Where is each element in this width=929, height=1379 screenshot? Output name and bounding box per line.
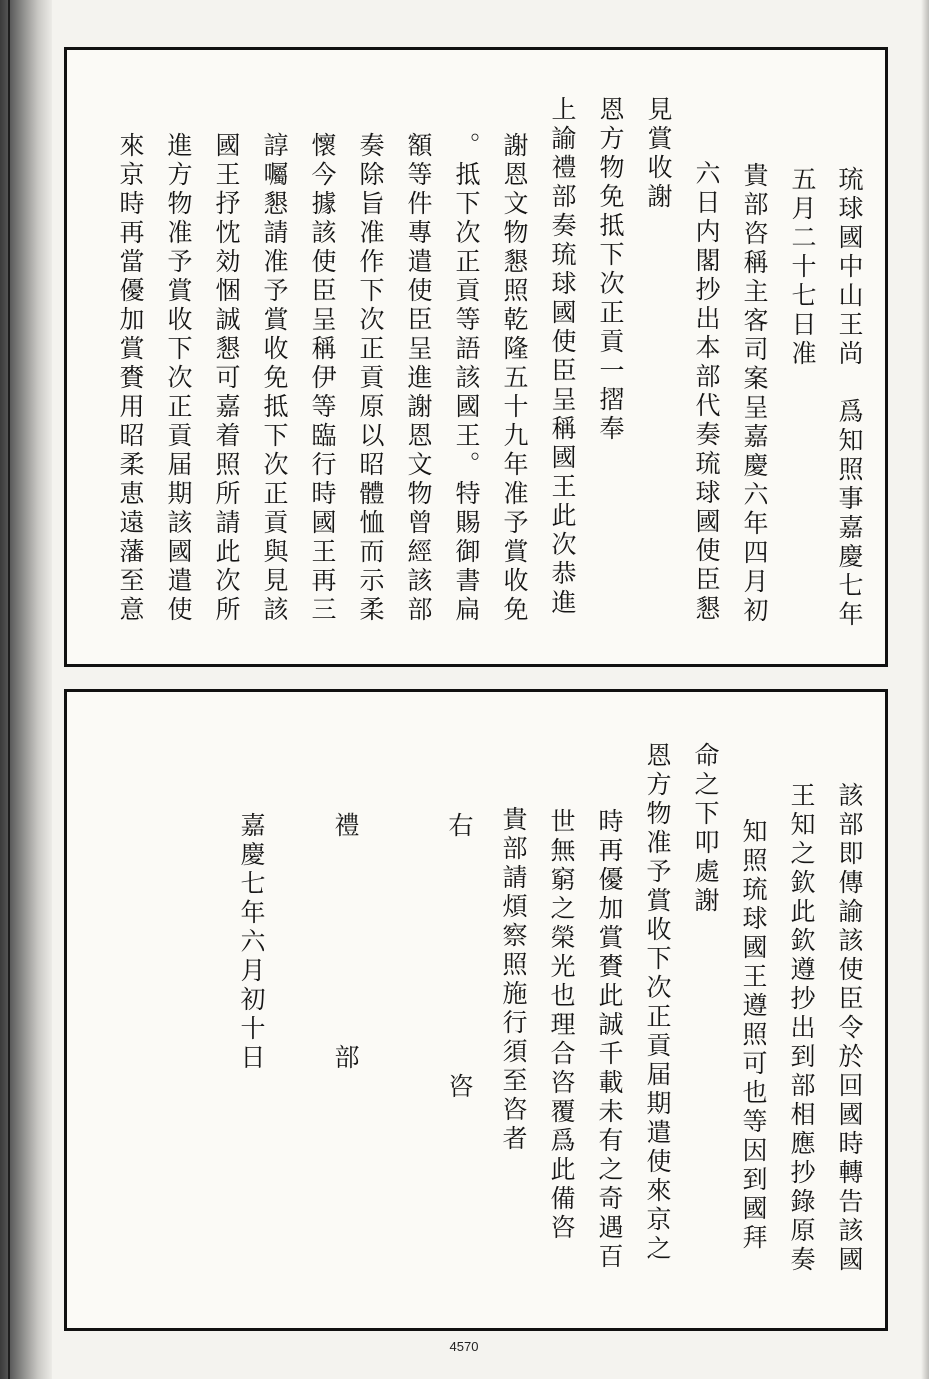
text-column: 時再優加賞賚此誠千載未有之奇遇百 [595, 808, 624, 1272]
page-number: 4570 [449, 1339, 479, 1354]
text-column: 恩方物免抵下次正貢一摺奉 [596, 96, 625, 444]
text-column: 五月二十七日准 [788, 166, 817, 369]
text-column: 額等件專遣使臣呈進謝恩文物曾經該部 [404, 132, 433, 625]
text-column: 六日内閣抄出本部代奏琉球國使臣懇 [692, 160, 721, 624]
text-column: 知照琉球國王遵照可也等因到國拜 [739, 818, 768, 1253]
document-panel-top [64, 47, 888, 667]
text-column: 命之下叩處謝 [691, 742, 720, 916]
binding-line [8, 0, 10, 1379]
text-column: 謝恩文物懇照乾隆五十九年准予賞收免 [500, 132, 529, 625]
document-panel-bottom [64, 689, 888, 1331]
text-column: 上諭禮部奏琉球國使臣呈稱國王此次恭進 [548, 96, 577, 618]
text-column: 貴部咨稱主客司案呈嘉慶六年四月初 [740, 162, 769, 626]
text-column: 貴部請煩察照施行須至咨者 [499, 806, 528, 1154]
text-column: 奏除旨准作下次正貢原以昭體恤而示柔 [356, 132, 385, 625]
text-column: 禮 部 [331, 812, 360, 1073]
text-column: 恩方物准予賞收下次正貢届期遣使來京之 [643, 742, 672, 1264]
text-column: 見賞收謝 [644, 96, 673, 212]
text-column: 來京時再當優加賞賚用昭柔恵遠藩至意 [116, 132, 145, 625]
text-column: 琉球國中山王尚 爲知照事嘉慶七年 [835, 166, 864, 630]
date-column: 嘉慶七年六月初十日 [237, 812, 266, 1073]
text-column: 王知之欽此欽遵抄出到部相應抄錄原奏 [787, 782, 816, 1275]
text-column: 右 咨 [445, 812, 474, 1102]
text-column: 進方物准予賞收下次正貢届期該國遣使 [164, 132, 193, 625]
text-column: 諄囑懇請准予賞收免抵下次正貢與見該 [260, 132, 289, 625]
text-column: 世無窮之榮光也理合咨覆爲此備咨 [547, 808, 576, 1243]
text-column: 懷今據該使臣呈稱伊等臨行時國王再三 [308, 132, 337, 625]
text-column: 。抵下次正貢等語該國王。特賜御書扁 [452, 132, 481, 625]
text-column: 該部即傳諭該使臣令於回國時轉告該國 [835, 782, 864, 1275]
page-edge [921, 0, 929, 1379]
text-column: 國王抒忱効悃誠懇可嘉着照所請此次所 [212, 132, 241, 625]
